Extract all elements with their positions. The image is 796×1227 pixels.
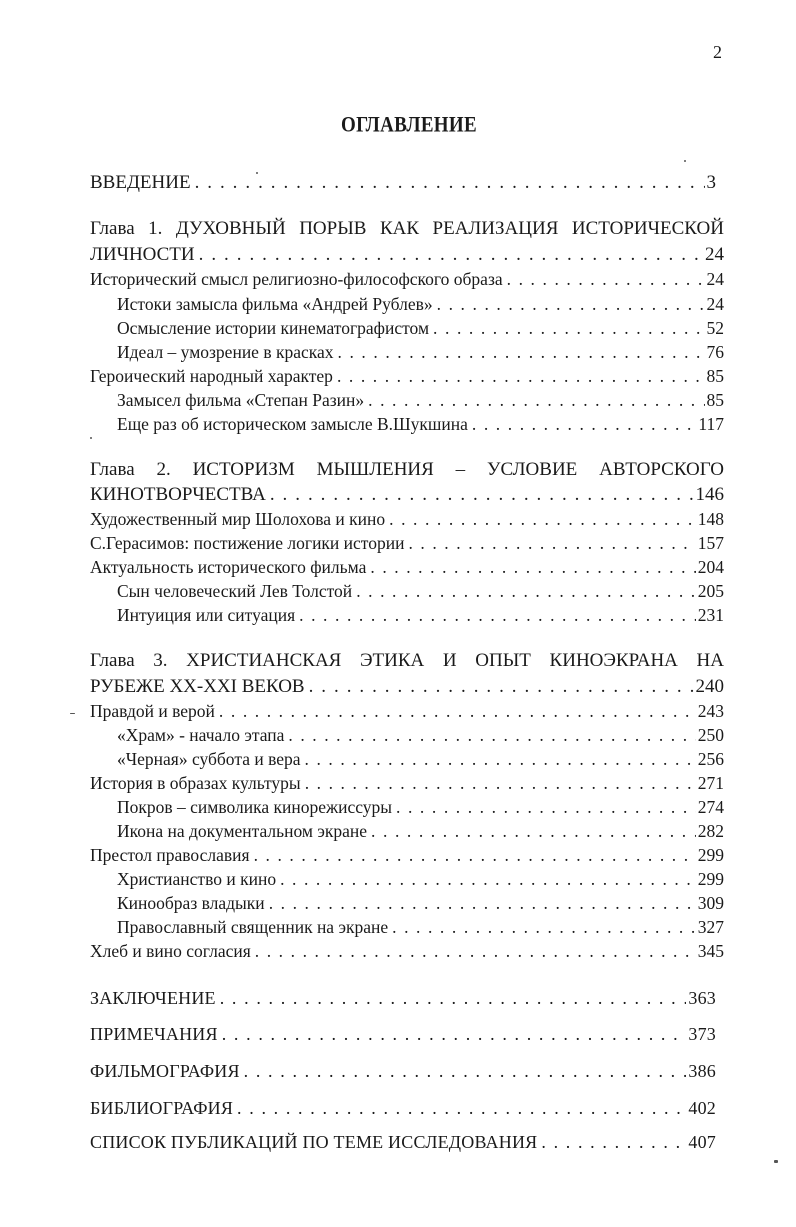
toc-entry-label: ЗАКЛЮЧЕНИЕ [90,988,216,1008]
chapter-heading-word: КАК [379,218,420,239]
dot-leader [219,700,696,722]
dot-leader [195,172,705,194]
toc-entry-page: 282 [697,821,724,841]
toc-entry-label: Христианство и кино [117,869,277,889]
page-title [0,115,796,137]
scan-speck [256,172,258,174]
toc-entry-page: 299 [697,845,724,865]
toc-entry [90,484,724,506]
toc-entry [90,172,716,194]
toc-entry [117,604,724,626]
page-title-text: ОГЛАВЛЕНИЕ [341,113,477,138]
toc-entry-page: 231 [697,605,724,625]
toc-entry-label: История в образах культуры [90,773,301,793]
toc-entry-label: Сын человеческий Лев Толстой [117,581,353,601]
toc-entry-page: 24 [706,269,724,289]
toc-entry [117,317,724,339]
toc-entry [90,244,724,266]
chapter-heading-word: Глава [90,218,135,239]
toc-entry-page: 85 [706,366,724,386]
toc-entry [117,748,724,770]
scan-speck [684,160,686,162]
toc-entry-label: Покров – символика кинорежиссуры [117,797,393,817]
scan-speck [70,713,75,714]
toc-entry-page: 386 [688,1061,716,1081]
toc-entry-page: 24 [705,244,724,265]
toc-entry-label: РУБЕЖЕ XX-XXI ВЕКОВ [90,676,305,697]
toc-entry [117,868,724,890]
scan-speck [90,437,92,439]
toc-entry-page: 256 [697,749,724,769]
chapter-heading-word: Глава [90,650,135,671]
toc-entry-label: «Черная» суббота и вера [117,749,301,769]
dot-leader [368,389,704,411]
toc-entry-label: «Храм» - начало этапа [117,725,285,745]
toc-entry-label: Правдой и верой [90,701,215,721]
chapter-heading-word: 1. [148,218,163,239]
toc-entry [117,820,724,842]
chapter-heading-word: НА [696,650,724,671]
dot-leader [255,940,696,962]
dot-leader [437,293,705,315]
toc-entry [117,892,724,914]
toc-entry [90,556,724,578]
toc-entry-page: 3 [706,172,716,193]
toc-entry [90,940,724,962]
toc-entry-page: 402 [688,1098,716,1118]
toc-entry-page: 271 [697,773,724,793]
toc-entry [90,365,724,387]
toc-entry-page: 250 [697,725,724,745]
dot-leader [370,556,695,578]
toc-entry-label: СПИСОК ПУБЛИКАЦИЙ ПО ТЕМЕ ИССЛЕДОВАНИЯ [90,1132,538,1152]
dot-leader [270,484,694,506]
toc-entry [117,389,724,411]
dot-leader [472,413,697,435]
chapter-heading-word: ОПЫТ [475,650,531,671]
dot-leader [396,796,696,818]
toc-entry-page: 52 [706,318,724,338]
dot-leader [244,1060,687,1082]
dot-leader [254,844,696,866]
toc-entry-page: 299 [697,869,724,889]
toc-entry-page: 85 [706,390,724,410]
toc-entry [90,987,716,1009]
toc-entry [90,532,724,554]
toc-entry [90,268,724,290]
toc-entry [90,700,724,722]
page-number: 2 [713,42,722,62]
toc-entry-label: ВВЕДЕНИЕ [90,172,191,193]
chapter-heading-word: ЭТИКА [360,650,425,671]
toc-entry-label: Интуиция или ситуация [117,605,296,625]
toc-entry-label: ЛИЧНОСТИ [90,244,195,265]
toc-entry [90,844,724,866]
chapter-heading-word: МЫШЛЕНИЯ [316,459,434,480]
chapter-heading-word: И [442,650,457,671]
chapter-heading-word: ИСТОРИЧЕСКОЙ [571,218,724,239]
toc-entry-page: 243 [697,701,724,721]
toc-entry-page: 407 [688,1132,716,1152]
dot-leader [392,916,696,938]
toc-entry [90,772,724,794]
dot-leader [338,341,705,363]
toc-entry-page: 146 [695,484,724,505]
chapter-heading-word: ИСТОРИЗМ [192,459,295,480]
toc-entry-label: Православный священник на экране [117,917,389,937]
toc-entry-page: 76 [706,342,724,362]
dot-leader [337,365,705,387]
dot-leader [389,508,696,530]
toc-entry [90,676,724,698]
toc-entry-label: Хлеб и вино согласия [90,941,251,961]
dot-leader [269,892,696,914]
toc-entry-page: 363 [688,988,716,1008]
chapter-heading-word: КИНОЭКРАНА [549,650,678,671]
dot-leader [371,820,696,842]
dot-leader [222,1023,687,1045]
chapter-heading-word: РЕАЛИЗАЦИЯ [432,218,559,239]
toc-entry [90,1131,716,1153]
toc-entry-page: 148 [697,509,724,529]
chapter-heading-line [90,650,724,672]
toc-entry-page: 117 [698,414,724,434]
toc-entry-page: 345 [697,941,724,961]
chapter-heading-word: ХРИСТИАНСКАЯ [186,650,342,671]
toc-entry-label: Престол православия [90,845,250,865]
toc-entry-label: Исторический смысл религиозно-философского образа [90,269,503,289]
toc-entry-page: 373 [688,1024,716,1044]
toc-entry-label: ПРИМЕЧАНИЯ [90,1024,218,1044]
toc-entry-label: БИБЛИОГРАФИЯ [90,1098,234,1118]
dot-leader [356,580,696,602]
chapter-heading-word: УСЛОВИЕ [487,459,578,480]
toc-entry [117,580,724,602]
dot-leader [199,244,703,266]
dot-leader [299,604,696,626]
toc-entry [117,724,724,746]
toc-entry-page: 205 [697,581,724,601]
toc-entry-label: Еще раз об историческом замысле В.Шукшина [117,414,468,434]
chapter-heading-line [90,459,724,481]
chapter-heading-word: АВТОРСКОГО [599,459,724,480]
chapter-heading-word: ДУХОВНЫЙ [175,218,286,239]
toc-entry [117,293,724,315]
toc-entry-label: Осмысление истории кинематографистом [117,318,430,338]
toc-entry-page: 309 [697,893,724,913]
dot-leader [541,1131,686,1153]
toc-entry [90,508,724,530]
toc-entry-page: 157 [697,533,724,553]
toc-entry [117,796,724,818]
toc-entry-page: 24 [706,294,724,314]
toc-entry-label: КИНОТВОРЧЕСТВА [90,484,266,505]
toc-entry-label: Икона на документальном экране [117,821,368,841]
toc-entry [117,413,724,435]
dot-leader [237,1097,686,1119]
toc-entry-label: Истоки замысла фильма «Андрей Рублев» [117,294,433,314]
toc-entry-label: Кинообраз владыки [117,893,265,913]
dot-leader [220,987,687,1009]
toc-entry [90,1023,716,1045]
dot-leader [288,724,695,746]
dot-leader [433,317,704,339]
dot-leader [309,676,694,698]
toc-entry-label: ФИЛЬМОГРАФИЯ [90,1061,240,1081]
chapter-heading-word: Глава [90,459,135,480]
toc-entry-page: 204 [697,557,724,577]
dot-leader [280,868,696,890]
toc-entry [90,1097,716,1119]
toc-entry-label: Героический народный характер [90,366,333,386]
toc-entry [117,916,724,938]
toc-entry-label: С.Герасимов: постижение логики истории [90,533,405,553]
dot-leader [305,772,696,794]
toc-entry-page: 240 [695,676,724,697]
chapter-heading-word: 3. [153,650,168,671]
chapter-heading-word: – [455,459,466,480]
dot-leader [305,748,696,770]
toc-entry-page: 274 [697,797,724,817]
toc-entry [117,341,724,363]
toc-entry-label: Художественный мир Шолохова и кино [90,509,386,529]
toc-entry [90,1060,716,1082]
toc-entry-label: Идеал – умозрение в красках [117,342,334,362]
chapter-heading-word: 2. [156,459,171,480]
dot-leader [507,268,705,290]
toc-entry-label: Актуальность исторического фильма [90,557,367,577]
dot-leader [408,532,695,554]
toc-entry-page: 327 [697,917,724,937]
chapter-heading-line [90,218,724,240]
toc-entry-label: Замысел фильма «Степан Разин» [117,390,365,410]
chapter-heading-word: ПОРЫВ [299,218,367,239]
scan-speck [774,1160,778,1163]
